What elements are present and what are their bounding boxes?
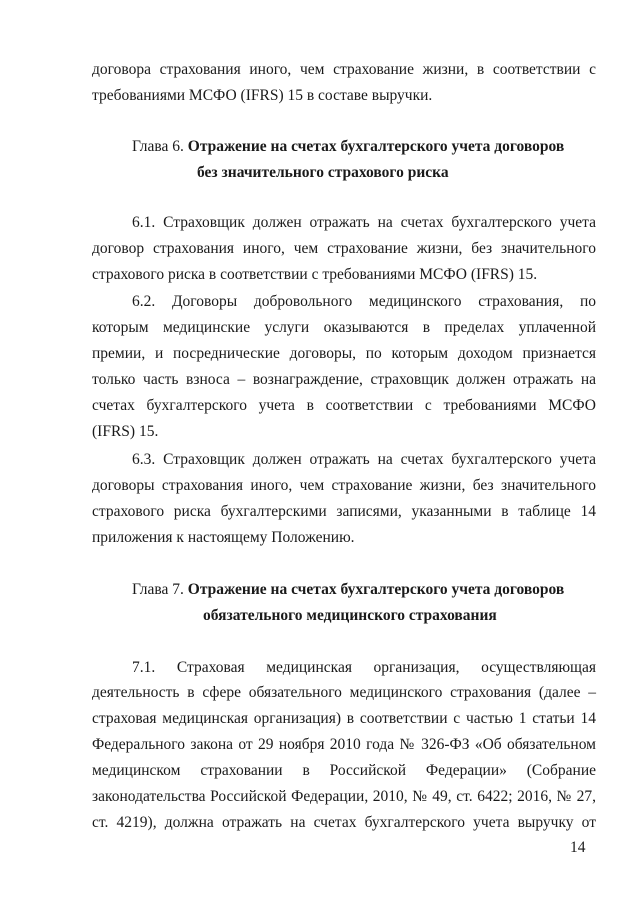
paragraph-6-3-line: 6.3. Страховщик должен отражать на счетах бухгалтерского учета	[132, 451, 596, 468]
paragraph-6-2-line: премии, и посреднические договоры, по которым доходом признается	[92, 345, 596, 362]
text-line: требованиями МСФО (IFRS) 15 в составе выручки.	[92, 87, 433, 104]
page-number: 14	[570, 839, 586, 856]
chapter-6-label: Глава 6.	[132, 138, 184, 155]
paragraph-7-1-line: ст. 4219), должна отражать на счетах бухгалтерского учета выручку от	[92, 814, 596, 831]
paragraph-6-3-line: приложения к настоящему Положению.	[92, 529, 355, 546]
paragraph-6-1-line: 6.1. Страховщик должен отражать на счетах бухгалтерского учета	[132, 214, 596, 231]
paragraph-6-2-line: счетах бухгалтерского учета в соответствии с требованиями МСФО	[92, 397, 596, 414]
paragraph-6-2-line: 6.2. Договоры добровольного медицинского страхования, по	[132, 293, 596, 310]
paragraph-7-1-line: страховая медицинская организация) в соответствии с частью 1 статьи 14	[92, 710, 596, 727]
paragraph-7-1-line: деятельность в сфере обязательного медицинского страхования (далее –	[92, 684, 596, 701]
text-line: договора страхования иного, чем страхование жизни, в соответствии с	[92, 61, 596, 78]
chapter-6-title: Отражение на счетах бухгалтерского учета договоров	[187, 138, 565, 155]
paragraph-6-3-line: страхового риска бухгалтерскими записями, указанными в таблице 14	[92, 503, 596, 520]
chapter-7-label: Глава 7.	[132, 581, 184, 598]
paragraph-6-1-line: страхового риска в соответствии с требованиями МСФО (IFRS) 15.	[92, 266, 538, 283]
chapter-7-title-cont: обязательного медицинского страхования	[203, 607, 497, 624]
paragraph-7-1-line: Федерального закона от 29 ноября 2010 года № 326-ФЗ «Об обязательном	[92, 736, 596, 753]
chapter-7-title: Отражение на счетах бухгалтерского учета договоров	[187, 581, 565, 598]
paragraph-6-3-line: договоры страхования иного, чем страхование жизни, без значительного	[92, 477, 596, 494]
chapter-7-heading	[132, 580, 564, 600]
chapter-6-heading	[132, 137, 564, 157]
paragraph-6-2-line: которым медицинские услуги оказываются в пределах уплаченной	[92, 319, 596, 336]
paragraph-6-1-line: договор страхования иного, чем страхование жизни, без значительного	[92, 240, 596, 257]
paragraph-6-2-line: (IFRS) 15.	[92, 423, 159, 440]
paragraph-7-1-line: законодательства Российской Федерации, 2010, № 49, ст. 6422; 2016, № 27,	[92, 788, 596, 805]
paragraph-6-2-line: только часть взноса – вознаграждение, страховщик должен отражать на	[92, 371, 596, 388]
chapter-6-title-cont: без значительного страхового риска	[197, 164, 449, 181]
paragraph-7-1-line: 7.1. Страховая медицинская организация, осуществляющая	[132, 659, 596, 676]
paragraph-7-1-line: медицинском страховании в Российской Федерации» (Собрание	[92, 762, 596, 779]
